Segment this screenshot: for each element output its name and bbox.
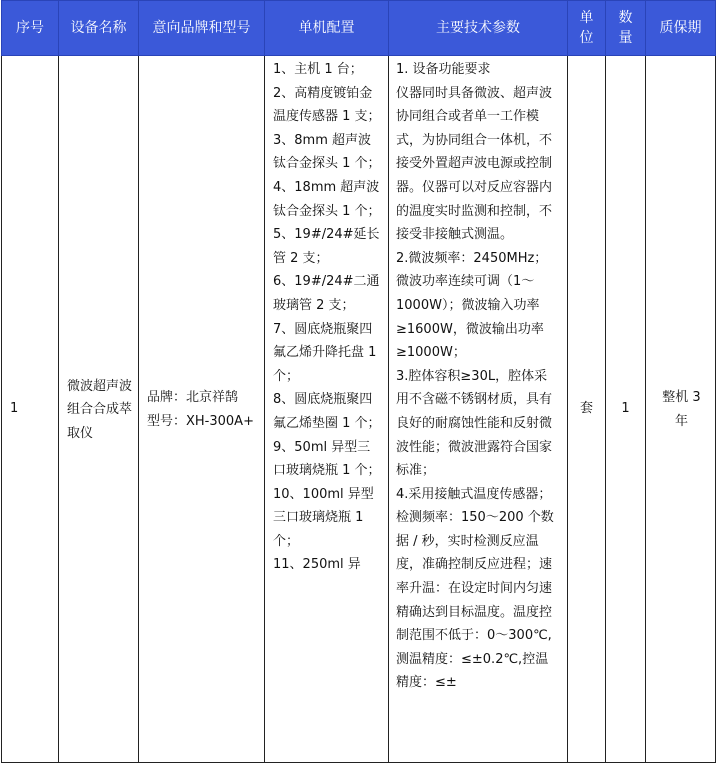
brand-line: 品牌：北京祥鹄 [147,390,239,406]
cell-params [389,56,568,763]
header-config: 单机配置 [265,1,389,56]
config-item: 11、250ml 异 [273,557,361,573]
cell-name: 微波超声波组合合成萃取仪 [59,56,139,763]
param-item: 1. 设备功能要求 [396,62,491,77]
cell-index: 1 [2,56,59,763]
param-item: 仪器同时具备微波、超声波协同组合或者单一工作模式，为协同组合一体机，不接受外置超声波电源或控制器。仪器可以对反应容器内的温度实时监测和控制，不接受非接触式测温。 [396,85,553,243]
config-item: 1、主机 1 台； [273,62,363,77]
header-warranty: 质保期 [646,1,716,56]
table-row [2,56,716,763]
header-row [2,1,716,56]
config-item: 8、圆底烧瓶聚四氟乙烯垫圈 1 个； [273,392,381,431]
config-item: 3、8mm 超声波钛合金探头 1 个； [273,132,381,172]
header-quantity: 数 量 [606,1,646,56]
param-item: 3.腔体容积≥30L，腔体采用不含磁不锈钢材质，具有良好的耐腐蚀性能和反射微波性能；微波泄露符合国家标准； [396,368,553,479]
config-item: 2、高精度镀铂金温度传感器 1 支； [273,85,381,125]
header-brand: 意向品牌和型号 [139,1,265,56]
config-item: 7、圆底烧瓶聚四氟乙烯升降托盘 1 个； [273,321,377,384]
param-item: 4.采用接触式温度传感器；检测频率：150～200 个数据 / 秒，实时检测反应温度，准确控制反应进程；速率升温：在设定时间内匀速精确达到目标温度。温度控制范围不低于：0～300℃,测温精度：≤±0.2℃,控温精度：≤± [396,486,554,691]
param-item: 2.微波频率：2450MHz；微波功率连续可调（1～1000W）；微波输入功率≥1600W，微波输出功率≥1000W； [396,250,548,361]
config-item: 9、50ml 异型三口玻璃烧瓶 1 个； [273,439,381,479]
cell-quantity: 1 [606,56,646,763]
config-item: 6、19#/24#二通玻璃管 2 支； [273,274,380,313]
config-item: 4、18mm 超声波钛合金探头 1 个； [273,179,381,219]
cell-brand [139,56,265,763]
header-index: 序号 [2,1,59,56]
header-params: 主要技术参数 [389,1,568,56]
cell-unit: 套 [568,56,606,763]
model-line: 型号：XH-300A+ [147,414,254,429]
equipment-table [1,0,716,763]
cell-config [265,56,389,763]
cell-warranty: 整机 3 年 [646,56,716,763]
config-item: 5、19#/24#延长管 2 支； [273,227,380,266]
header-unit: 单 位 [568,1,606,56]
config-item: 10、100ml 异型三口玻璃烧瓶 1 个； [273,486,374,549]
header-name: 设备名称 [59,1,139,56]
